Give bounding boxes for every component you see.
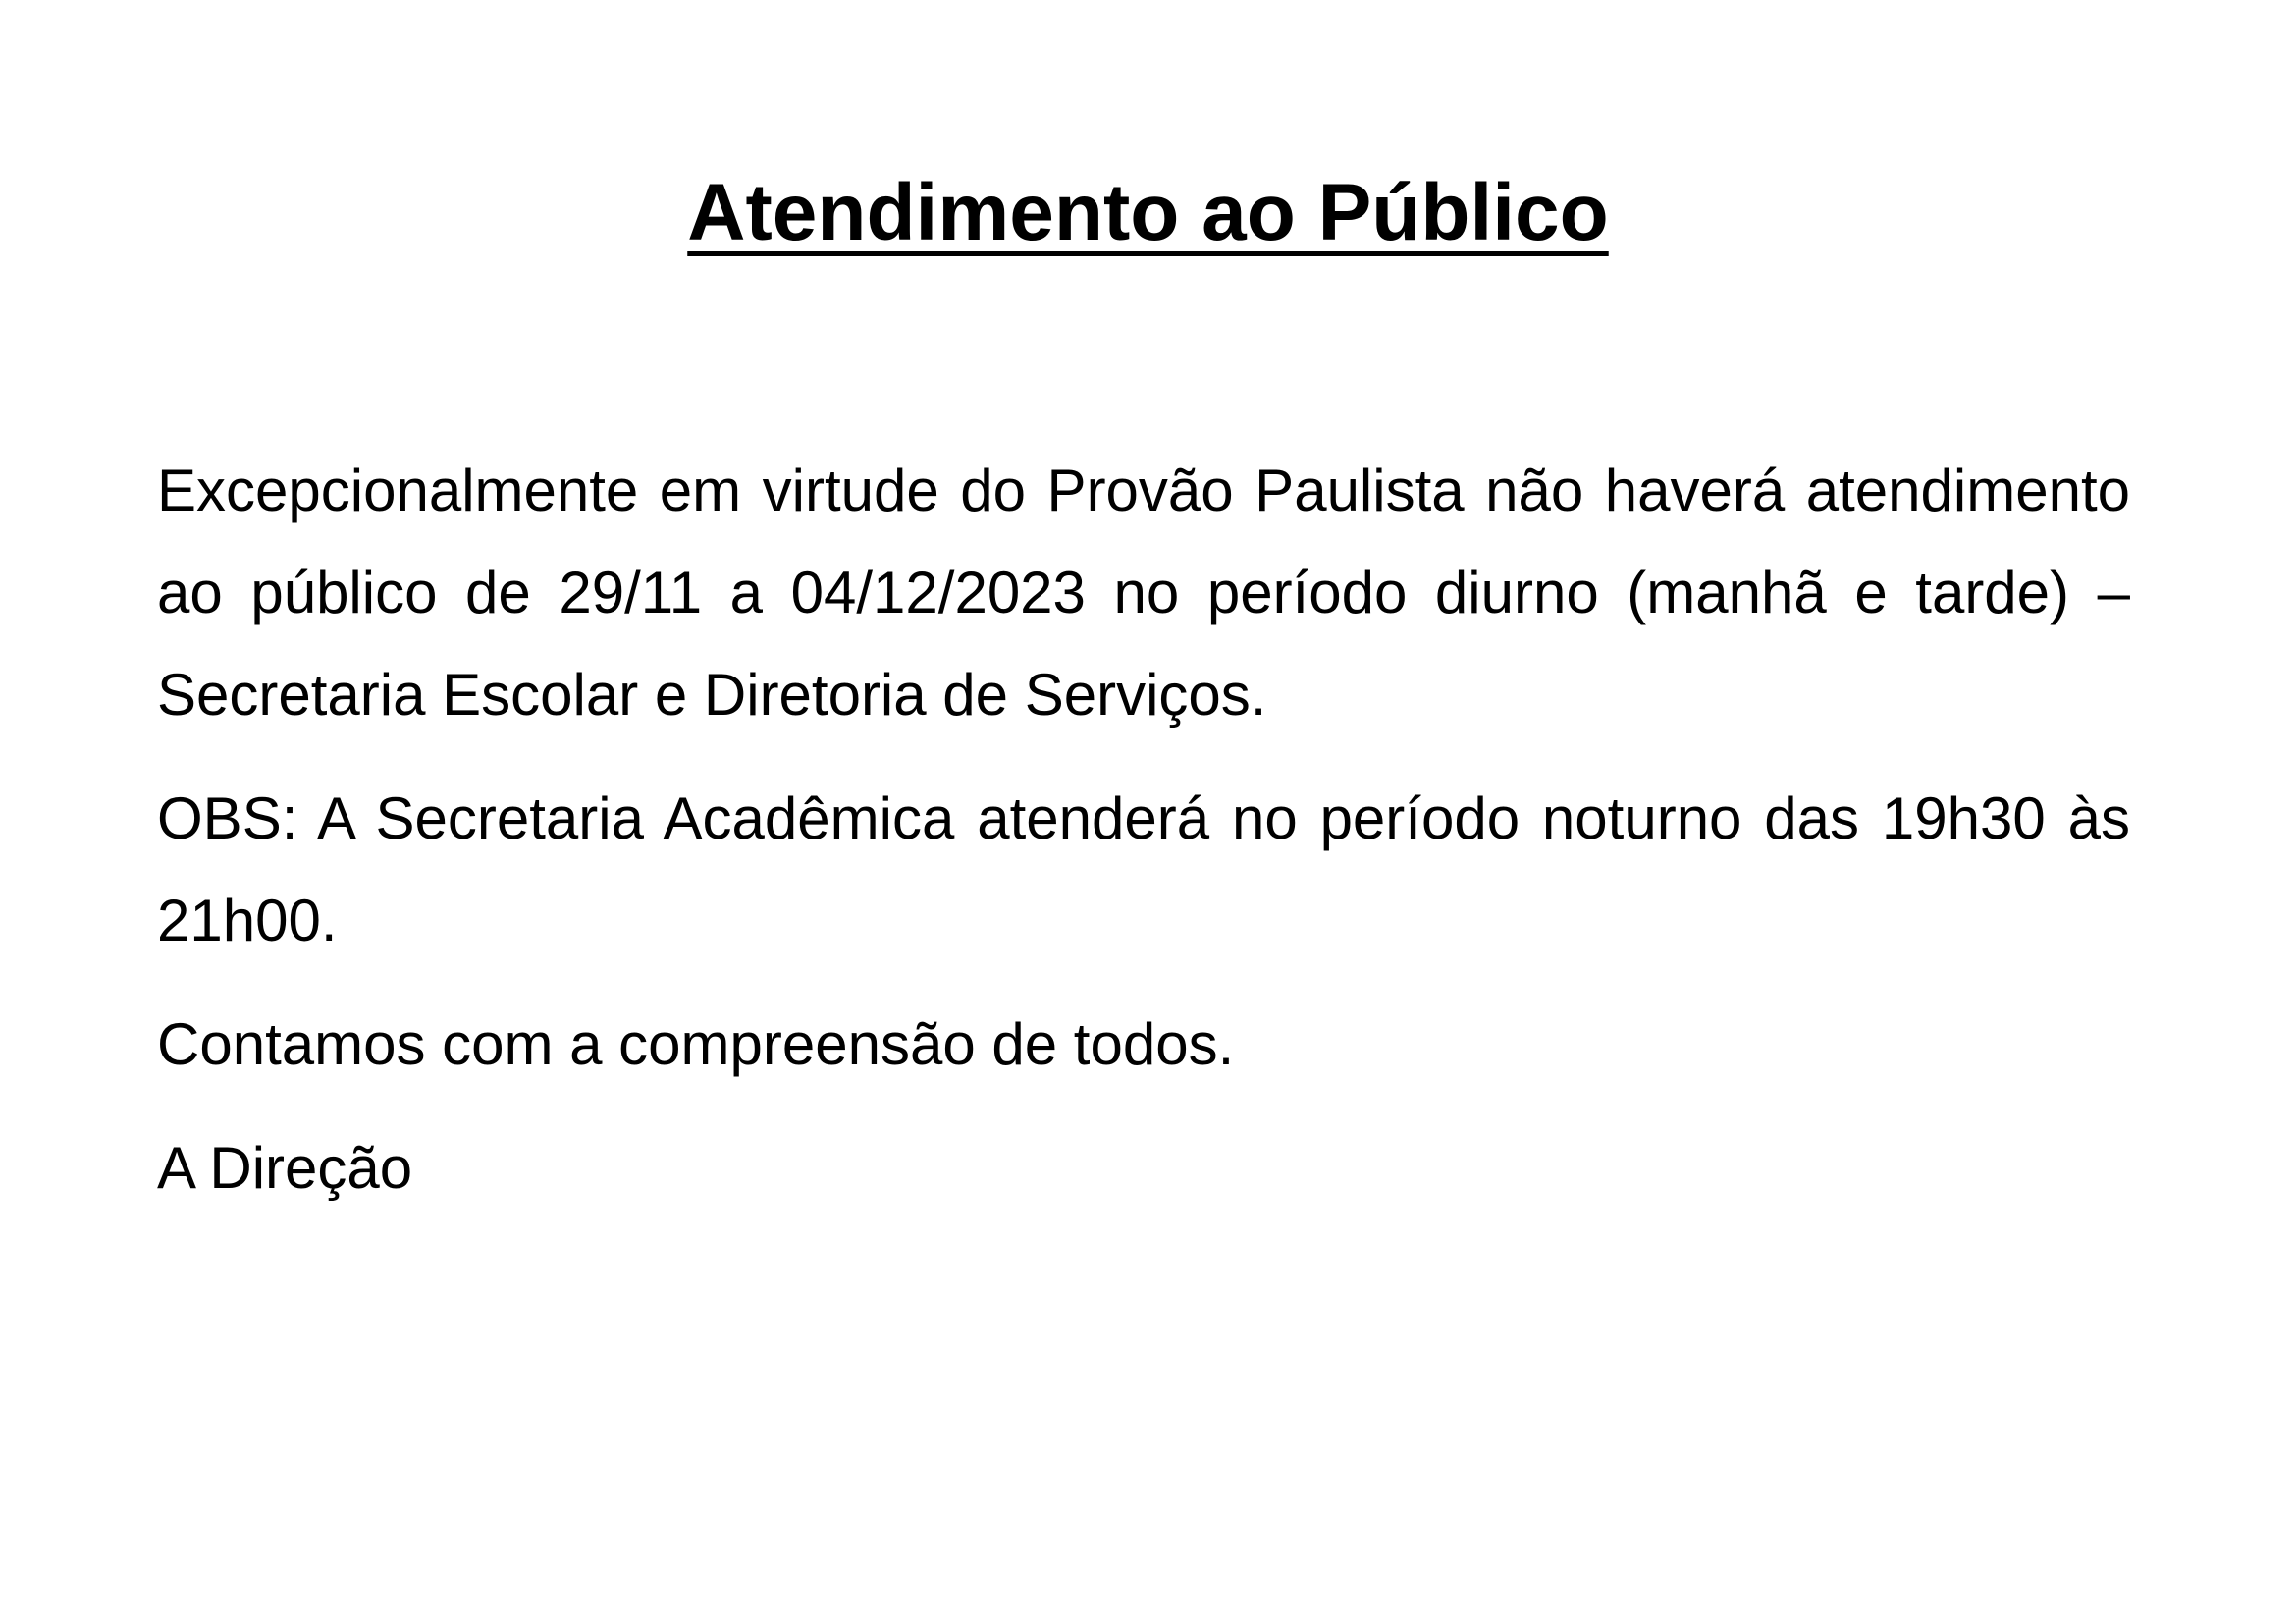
notice-paragraph-closing: Contamos com a compreensão de todos. <box>157 1011 1235 1077</box>
notice-body <box>157 440 2130 1241</box>
notice-paragraph-observation: OBS: A Secretaria Acadêmica atenderá no período noturno das 19h30 às 21h00. <box>157 785 2130 953</box>
page-title: Atendimento ao Público <box>687 168 1609 257</box>
notice-paragraph-closure: Excepcionalmente em virtude do Provão Paulista não haverá atendimento ao público de 29/11 a 04/12/2023 no período diurno (manhã e tarde) – Secretaria Escolar e Diretoria de Serviços. <box>157 458 2130 728</box>
notice-signature: A Direção <box>157 1135 413 1201</box>
